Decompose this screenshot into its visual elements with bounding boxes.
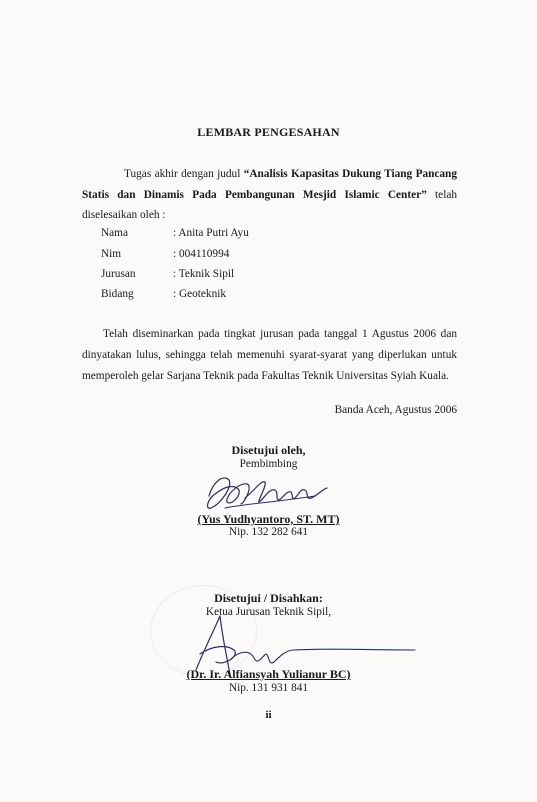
seminar-line-3: memperoleh gelar Sarjana Teknik pada Fakultas Teknik Universitas Syiah Kuala. [82, 370, 449, 382]
intro-line-1 [124, 164, 457, 185]
seminar-line-1: Telah diseminarkan pada tingkat jurusan pada tanggal 1 Agustus 2006 dan [103, 328, 457, 340]
intro-line-3: diselesaikan oleh : [82, 209, 166, 221]
field-label: Bidang [101, 288, 134, 300]
field-value: : Geoteknik [173, 288, 227, 300]
signature-advisor [195, 468, 335, 518]
field-row-bidang [0, 288, 537, 308]
approval2-role: Ketua Jurusan Teknik Sipil, [205, 606, 332, 618]
field-value: : Anita Putri Ayu [173, 227, 249, 239]
thesis-title-part2: Statis dan Dinamis Pada Pembangunan Mesjid Islamic Center” [82, 189, 427, 201]
place-date: Banda Aceh, Agustus 2006 [334, 404, 457, 416]
field-row-nama [0, 227, 537, 247]
approval1-nip: Nip. 132 282 641 [228, 526, 309, 538]
thesis-title-part1: “Analisis Kapasitas Dukung Tiang Pancang [243, 168, 457, 180]
field-row-nim [0, 248, 537, 268]
approval2-nip: Nip. 131 931 841 [228, 682, 309, 694]
seminar-line-2: dinyatakan lulus, sehingga telah memenuhi syarat-syarat yang diperlukan untuk [82, 349, 457, 361]
field-value: : 004110994 [173, 248, 230, 260]
field-label: Nim [101, 248, 122, 260]
page-number: ii [265, 709, 272, 721]
approval2-name: (Dr. Ir. Alfiansyah Yulianur BC) [186, 667, 351, 681]
field-label: Nama [101, 227, 128, 239]
approval1-name: (Yus Yudhyantoro, ST. MT) [197, 512, 340, 526]
approval1-role: Pembimbing [239, 458, 298, 470]
intro-text: Tugas akhir dengan judul [124, 168, 244, 180]
intro-text-2: telah [426, 189, 457, 201]
approval2-heading: Disetujui / Disahkan: [214, 591, 323, 605]
field-label: Jurusan [101, 268, 136, 280]
page-title: LEMBAR PENGESAHAN [197, 125, 340, 139]
field-value: : Teknik Sipil [173, 268, 235, 280]
intro-line-2 [82, 185, 457, 206]
approval1-heading: Disetujui oleh, [231, 443, 306, 457]
field-row-jurusan [0, 268, 537, 288]
